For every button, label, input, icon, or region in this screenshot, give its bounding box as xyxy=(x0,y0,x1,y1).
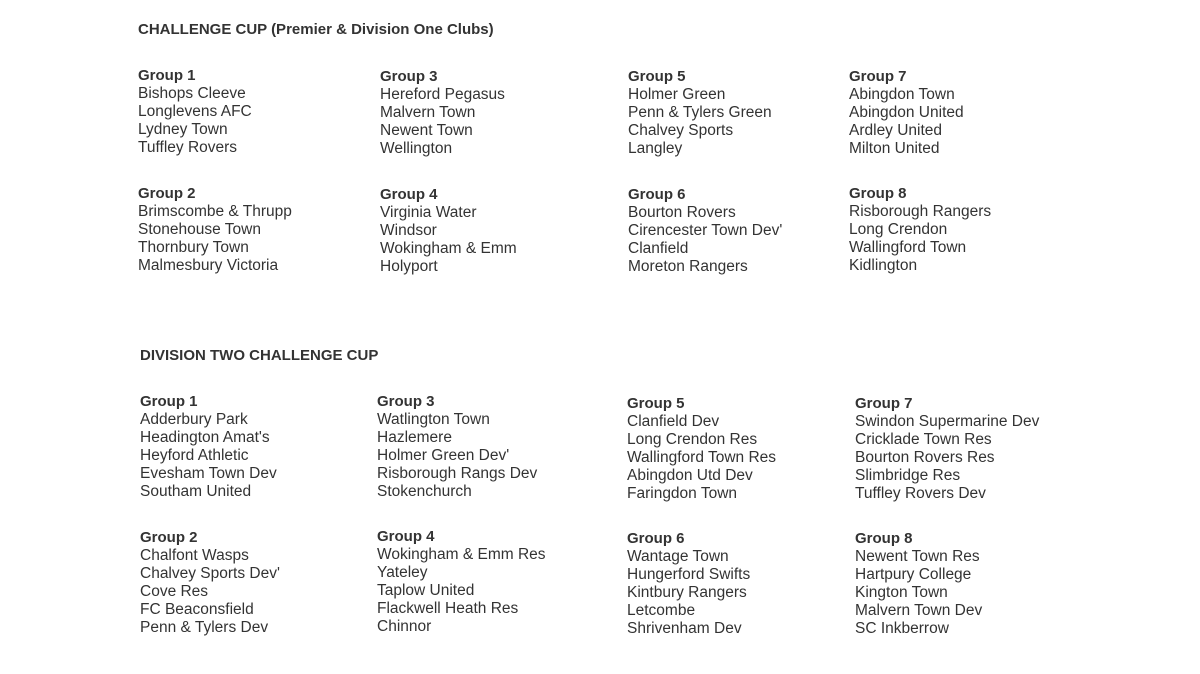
group-block xyxy=(627,395,776,503)
team-name: Stonehouse Town xyxy=(138,221,261,238)
group-title: Group 3 xyxy=(377,393,435,410)
group-block xyxy=(855,395,1039,503)
team-list xyxy=(628,204,782,276)
group-title: Group 1 xyxy=(140,393,198,410)
team-name: Wallingford Town xyxy=(849,239,967,256)
group-block xyxy=(140,393,277,501)
team-name: Yateley xyxy=(377,564,428,581)
team-name: Hartpury College xyxy=(855,566,972,583)
team-list xyxy=(140,411,277,501)
team-name: Brimscombe & Thrupp xyxy=(138,203,292,220)
team-name: Chalfont Wasps xyxy=(140,547,249,564)
team-name: Clanfield xyxy=(628,240,689,257)
team-name: Wantage Town xyxy=(627,548,729,565)
group-title: Group 2 xyxy=(138,185,196,202)
team-name: Bishops Cleeve xyxy=(138,85,246,102)
team-name: Abingdon Town xyxy=(849,86,955,103)
group-block xyxy=(377,528,546,636)
team-name: Chalvey Sports xyxy=(628,122,734,139)
team-name: Long Crendon xyxy=(849,221,948,238)
team-name: Abingdon Utd Dev xyxy=(627,467,753,484)
team-list xyxy=(138,85,252,157)
team-name: Langley xyxy=(628,140,683,157)
team-list xyxy=(628,86,772,158)
team-name: Letcombe xyxy=(627,602,696,619)
team-name: Cricklade Town Res xyxy=(855,431,992,448)
team-name: Southam United xyxy=(140,483,252,500)
group-title: Group 4 xyxy=(380,186,438,203)
group-block xyxy=(855,530,982,638)
team-name: Bourton Rovers Res xyxy=(855,449,995,466)
team-name: Faringdon Town xyxy=(627,485,738,502)
team-list xyxy=(380,86,505,158)
section-title: DIVISION TWO CHALLENGE CUP xyxy=(140,347,379,364)
group-block xyxy=(380,68,505,158)
section-title: CHALLENGE CUP (Premier & Division One Clubs) xyxy=(138,21,494,38)
team-name: Moreton Rangers xyxy=(628,258,748,275)
team-name: Thornbury Town xyxy=(138,239,249,256)
team-name: Chinnor xyxy=(377,618,432,635)
group-block xyxy=(849,68,964,158)
team-name: Longlevens AFC xyxy=(138,103,252,120)
team-name: Long Crendon Res xyxy=(627,431,758,448)
team-name: Malmesbury Victoria xyxy=(138,257,279,274)
group-block xyxy=(849,185,991,275)
team-name: SC Inkberrow xyxy=(855,620,949,637)
group-block xyxy=(627,530,750,638)
group-block xyxy=(628,186,782,276)
team-name: Milton United xyxy=(849,140,940,157)
team-list xyxy=(627,413,776,503)
group-title: Group 5 xyxy=(627,395,685,412)
team-list xyxy=(849,86,964,158)
group-title: Group 7 xyxy=(855,395,913,412)
team-name: Wokingham & Emm Res xyxy=(377,546,546,563)
group-title: Group 1 xyxy=(138,67,196,84)
team-name: Holyport xyxy=(380,258,438,275)
team-name: Heyford Athletic xyxy=(140,447,249,464)
team-name: Windsor xyxy=(380,222,437,239)
group-title: Group 2 xyxy=(140,529,198,546)
group-title: Group 4 xyxy=(377,528,435,545)
group-block xyxy=(380,186,517,276)
team-name: Newent Town xyxy=(380,122,473,139)
team-name: Penn & Tylers Green xyxy=(628,104,772,121)
team-name: Malvern Town Dev xyxy=(855,602,983,619)
team-name: Headington Amat's xyxy=(140,429,270,446)
team-name: Hereford Pegasus xyxy=(380,86,505,103)
group-block xyxy=(140,529,280,637)
group-title: Group 3 xyxy=(380,68,438,85)
team-name: Kintbury Rangers xyxy=(627,584,747,601)
team-name: Kington Town xyxy=(855,584,948,601)
team-name: Virginia Water xyxy=(380,204,477,221)
team-name: Holmer Green xyxy=(628,86,726,103)
group-title: Group 5 xyxy=(628,68,686,85)
team-name: Risborough Rangers xyxy=(849,203,992,220)
team-list xyxy=(855,413,1039,503)
team-name: Ardley United xyxy=(849,122,943,139)
group-title: Group 8 xyxy=(855,530,913,547)
team-name: Tuffley Rovers xyxy=(138,139,238,156)
team-list xyxy=(849,203,991,275)
team-list xyxy=(855,548,982,638)
team-name: Tuffley Rovers Dev xyxy=(855,485,986,502)
team-name: Lydney Town xyxy=(138,121,228,138)
team-name: Holmer Green Dev' xyxy=(377,447,510,464)
team-name: Bourton Rovers xyxy=(628,204,736,221)
group-title: Group 6 xyxy=(628,186,686,203)
team-name: Wallingford Town Res xyxy=(627,449,777,466)
team-name: Wellington xyxy=(380,140,453,157)
team-name: Shrivenham Dev xyxy=(627,620,742,637)
team-name: Cirencester Town Dev' xyxy=(628,222,783,239)
team-list xyxy=(377,411,537,501)
team-name: Adderbury Park xyxy=(140,411,248,428)
team-name: Taplow United xyxy=(377,582,475,599)
team-name: Abingdon United xyxy=(849,104,964,121)
team-list xyxy=(380,204,517,276)
team-name: Clanfield Dev xyxy=(627,413,720,430)
team-list xyxy=(138,203,292,275)
group-block xyxy=(138,185,292,275)
team-name: Stokenchurch xyxy=(377,483,472,500)
team-list xyxy=(377,546,546,636)
team-name: Cove Res xyxy=(140,583,209,600)
team-name: Penn & Tylers Dev xyxy=(140,619,269,636)
team-name: Chalvey Sports Dev' xyxy=(140,565,280,582)
group-block xyxy=(628,68,772,158)
team-name: Kidlington xyxy=(849,257,918,274)
team-list xyxy=(627,548,750,638)
team-list xyxy=(140,547,280,637)
team-name: Flackwell Heath Res xyxy=(377,600,519,617)
group-block xyxy=(138,67,252,157)
team-name: Risborough Rangs Dev xyxy=(377,465,538,482)
group-title: Group 7 xyxy=(849,68,907,85)
team-name: Evesham Town Dev xyxy=(140,465,277,482)
team-name: Hungerford Swifts xyxy=(627,566,751,583)
team-name: Hazlemere xyxy=(377,429,452,446)
team-name: Wokingham & Emm xyxy=(380,240,517,257)
team-name: Watlington Town xyxy=(377,411,490,428)
team-name: Newent Town Res xyxy=(855,548,980,565)
group-title: Group 6 xyxy=(627,530,685,547)
team-name: Slimbridge Res xyxy=(855,467,961,484)
team-name: Swindon Supermarine Dev xyxy=(855,413,1040,430)
team-name: Malvern Town xyxy=(380,104,476,121)
group-title: Group 8 xyxy=(849,185,907,202)
group-block xyxy=(377,393,537,501)
team-name: FC Beaconsfield xyxy=(140,601,254,618)
